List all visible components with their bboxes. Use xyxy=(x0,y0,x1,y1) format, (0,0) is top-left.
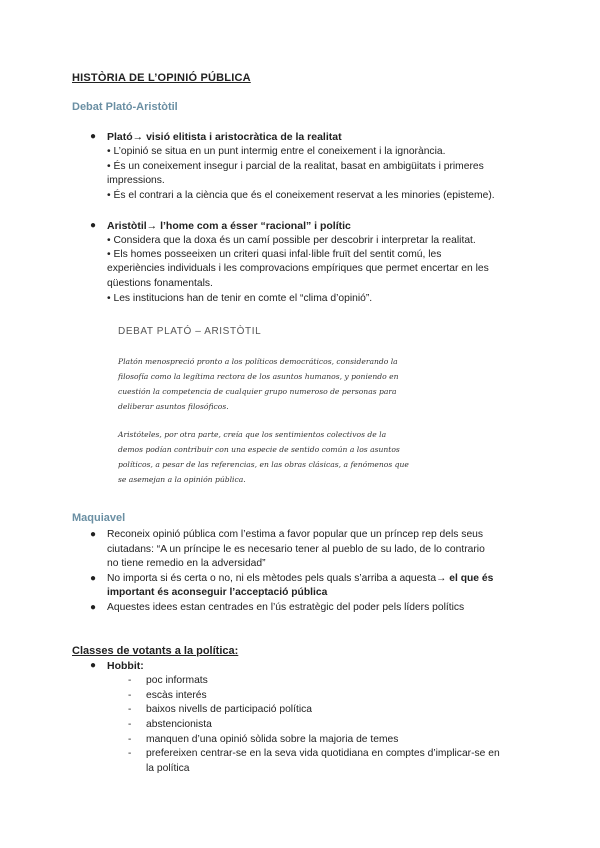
hobbit-item: baixos nivells de participació política xyxy=(146,704,312,715)
hobbit-item: la política xyxy=(146,763,190,774)
aristotil-line: qüestions fonamentals. xyxy=(107,278,213,289)
maquiavel-line: no tiene remedio en la adversidad” xyxy=(107,558,266,569)
dash: - xyxy=(128,704,132,715)
bullet-dot: ● xyxy=(90,220,97,231)
section-heading-plato-aristotil: Debat Plató-Aristòtil xyxy=(72,101,178,113)
dash: - xyxy=(128,734,132,745)
bullet-dot: ● xyxy=(90,131,97,142)
quote-line: políticos, a pesar de las referencias, en las obras clásicas, a fenómenos que xyxy=(118,460,409,469)
plato-heading: Plató→ visió elitista i aristocràtica de la realitat xyxy=(107,131,342,143)
quote-line: filosofía como la legítima rectora de los asuntos humanos, y poniendo en xyxy=(118,372,399,381)
dash: - xyxy=(128,748,132,759)
dash: - xyxy=(128,690,132,701)
bullet-dot: ● xyxy=(90,573,97,584)
hobbit-item: prefereixen centrar-se en la seva vida quotidiana en comptes d’implicar-se en xyxy=(146,748,500,759)
bullet-dot: ● xyxy=(90,602,97,613)
quote-line: Aristóteles, por otra parte, creía que los sentimientos colectivos de la xyxy=(118,430,387,439)
aristotil-line: experiències individuals i les comprovacions empíriques que permet encertar en les xyxy=(107,263,489,274)
hobbit-item: poc informats xyxy=(146,675,208,686)
hobbit-item: abstencionista xyxy=(146,719,212,730)
document-title: HISTÒRIA DE L’OPINIÓ PÚBLICA xyxy=(72,72,251,84)
hobbit-item: escàs interés xyxy=(146,690,207,701)
hobbit-item: manquen d’una opinió sòlida sobre la majoria de temes xyxy=(146,734,399,745)
section-heading-maquiavel: Maquiavel xyxy=(72,512,126,524)
aristotil-line: • Considera que la doxa és un camí possible per descobrir i interpretar la realitat. xyxy=(107,235,476,246)
quote-image xyxy=(118,322,448,490)
maquiavel-line: Aquestes idees estan centrades en l’ús estratègic del poder pels líders polítics xyxy=(107,602,465,613)
section-heading-classes-votants: Classes de votants a la política: xyxy=(72,645,239,657)
dash: - xyxy=(128,719,132,730)
quote-line: se asemejan a la opinión pública. xyxy=(118,475,246,484)
plato-line: • És el contrari a la ciència que és el coneixement reservat a les minories (episteme). xyxy=(107,190,495,201)
quote-line: cuestión la competencia de cualquier grupo numeroso de personas para xyxy=(118,387,397,396)
quote-line: deliberar asuntos filosóficos. xyxy=(118,402,229,411)
aristotil-line: • Els homes posseeixen un criteri quasi infal·lible fruït del sentit comú, les xyxy=(107,249,442,260)
aristotil-line: • Les institucions han de tenir en comte el “clima d’opinió”. xyxy=(107,293,373,304)
maquiavel-line: important és aconseguir l’acceptació pública xyxy=(107,587,328,598)
plato-line: • L’opinió se situa en un punt intermig entre el coneixement i la ignorància. xyxy=(107,146,446,157)
quote-line: Platón menospreció pronto a los políticos democráticos, considerando la xyxy=(118,357,398,366)
dash: - xyxy=(128,675,132,686)
maquiavel-line: No importa si és certa o no, ni els mètodes pels quals s’arriba a aquesta→ el que és xyxy=(107,573,494,584)
quote-title: DEBAT PLATÓ – ARISTÒTIL xyxy=(118,326,262,337)
plato-line: impressions. xyxy=(107,175,165,186)
bullet-dot: ● xyxy=(90,529,97,540)
maquiavel-line: Reconeix opinió pública com l’estima a favor popular que un príncep rep dels seus xyxy=(107,529,484,540)
bullet-dot: ● xyxy=(90,660,97,671)
aristotil-heading: Aristòtil→ l’home com a ésser “racional” i polític xyxy=(107,220,351,232)
maquiavel-line: ciutadans: “A un príncipe le es necesario tener al pueblo de su lado, de lo contrario xyxy=(107,544,485,555)
quote-line: demos podían contribuir con una especie de sentido común a los asuntos xyxy=(118,445,400,454)
plato-line: • És un coneixement insegur i parcial de la realitat, basat en ambigüitats i primeres xyxy=(107,161,484,172)
hobbit-heading: Hobbit: xyxy=(107,660,144,672)
